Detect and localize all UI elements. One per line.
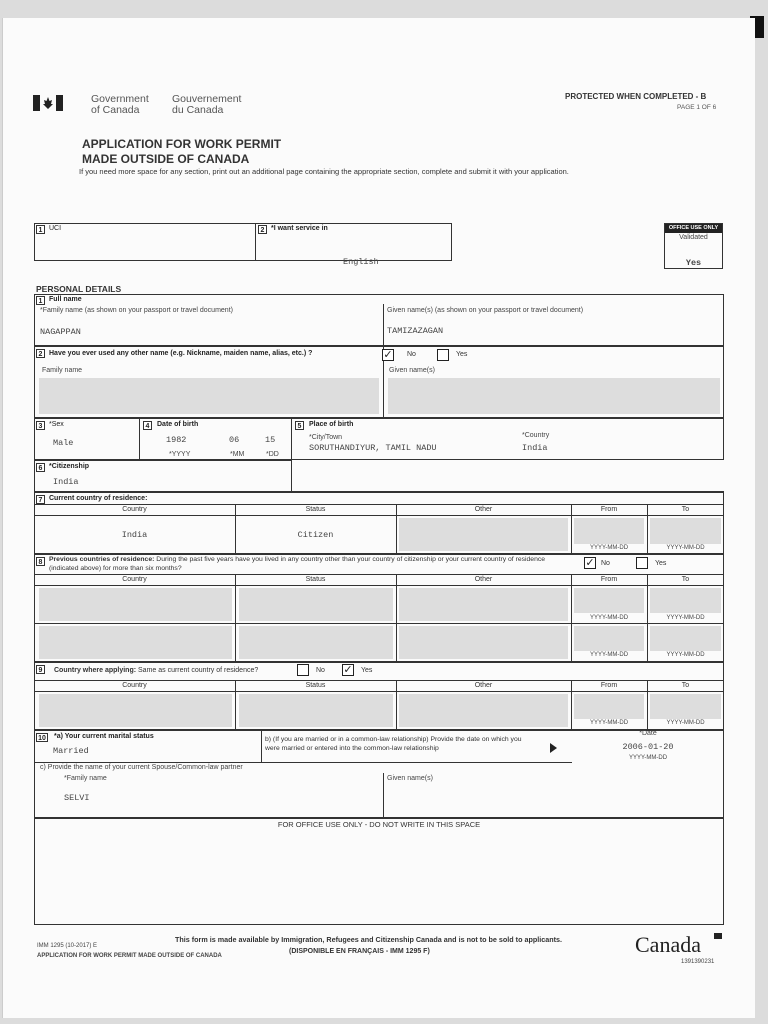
previous-no-label: No (601, 560, 610, 567)
residence-to-input[interactable] (650, 518, 721, 544)
marriage-date-question: b) (If you are married or in a common-law relationship) Provide the date on which you were married or entered into the common-law relationship (265, 736, 522, 752)
other-name-label: Have you ever used any other name (e.g. Nickname, maiden name, alias, etc.) ? (49, 350, 313, 357)
previous-row1-from-format: YYYY-MM-DD (589, 615, 629, 621)
footer-notice: This form is made available by Immigration, Refugees and Citizenship Canada and is not to be sold to applicants. (175, 935, 562, 944)
full-name-label: Full name (49, 296, 82, 303)
previous-row1-from[interactable] (574, 588, 644, 613)
dob-day-label: *DD (266, 451, 279, 458)
gov-fr (172, 94, 241, 116)
previous-number: 8 (36, 557, 45, 566)
applying-col-other: Other (474, 682, 493, 689)
residence-to-format: YYYY-MM-DD (666, 545, 705, 551)
section-personal-details: PERSONAL DETAILS (36, 284, 122, 294)
previous-no-checkbox[interactable]: ✓ (585, 557, 595, 569)
previous-col-from: From (600, 576, 618, 583)
uci-input[interactable] (47, 235, 253, 259)
pob-country-label: *Country (522, 432, 550, 439)
spouse-family-label: *Family name (64, 775, 107, 782)
previous-row2-to-format: YYYY-MM-DD (666, 652, 705, 658)
applying-status-input[interactable] (239, 694, 393, 727)
family-name-label: *Family name (as shown on your passport or travel document) (40, 307, 233, 314)
previous-question (49, 555, 569, 573)
applying-label-text: Same as current country of residence? (138, 667, 259, 674)
spouse-given-input[interactable] (387, 786, 719, 814)
residence-country-input[interactable]: India (121, 530, 148, 540)
full-name-number: 1 (36, 296, 45, 305)
other-family-label: Family name (42, 367, 83, 374)
residence-col-status: Status (305, 506, 326, 513)
marriage-date-input[interactable]: 2006-01-20 (622, 742, 674, 752)
residence-col-other: Other (474, 506, 493, 513)
marriage-date-format: YYYY-MM-DD (628, 755, 668, 761)
previous-row2-from-format: YYYY-MM-DD (589, 652, 629, 658)
applying-col-country: Country (122, 682, 147, 689)
dob-month[interactable]: 06 (229, 435, 240, 445)
other-name-no-checkbox[interactable]: ✓ (383, 349, 393, 361)
gov-fr-line1: Gouvernement (172, 93, 242, 105)
applying-label-bold: Country where applying: (54, 667, 137, 674)
full-name-box (34, 294, 724, 346)
previous-yes-checkbox[interactable] (636, 557, 648, 569)
dob-month-label: *MM (230, 451, 245, 458)
arrow-right-icon (550, 743, 557, 753)
previous-row2-from[interactable] (574, 626, 644, 651)
other-name-no-label: No (407, 351, 416, 358)
previous-row1-country[interactable] (39, 588, 232, 621)
previous-row2-status[interactable] (239, 626, 393, 659)
dob-number: 4 (143, 421, 152, 430)
previous-row2-country[interactable] (39, 626, 232, 659)
applying-from-input[interactable] (574, 694, 644, 719)
applying-to-format: YYYY-MM-DD (666, 720, 705, 726)
other-given-label: Given name(s) (389, 367, 435, 374)
citizenship-number: 6 (36, 463, 45, 472)
residence-from-input[interactable] (574, 518, 644, 544)
protected-label: PROTECTED WHEN COMPLETED - B (565, 92, 707, 101)
other-family-input[interactable] (39, 378, 379, 414)
previous-row1-to[interactable] (650, 588, 721, 613)
marital-status-input[interactable]: Married (53, 746, 89, 756)
gov-en-line2: of Canada (91, 104, 140, 116)
sex-input[interactable]: Male (53, 438, 74, 448)
gov-fr-line2: du Canada (172, 104, 224, 116)
sex-number: 3 (36, 421, 45, 430)
marriage-date-label: *Date (639, 730, 657, 737)
gov-en-line1: Government (91, 93, 149, 105)
applying-from-format: YYYY-MM-DD (589, 720, 629, 726)
marital-label: *a) Your current marital status (54, 733, 154, 740)
pob-number: 5 (295, 421, 304, 430)
previous-label-text: During the past five years have you lived in any country other than your country of citizenship or your current country of residence (indicated above) for more than six months? (49, 556, 546, 572)
residence-number: 7 (36, 495, 45, 504)
residence-col-to: To (681, 506, 690, 513)
gov-en (91, 94, 149, 116)
family-name-input[interactable]: NAGAPPAN (40, 327, 81, 337)
applying-col-status: Status (305, 682, 326, 689)
canada-wordmark: Canada (635, 932, 701, 957)
pob-country-input[interactable]: India (522, 443, 548, 453)
canada-flag-icon (33, 95, 63, 111)
applying-yes-label: Yes (361, 667, 373, 674)
given-name-label: Given name(s) (as shown on your passport or travel document) (387, 307, 584, 314)
validated-value: Yes (685, 258, 702, 268)
spouse-given-label: Given name(s) (387, 775, 433, 782)
uci-label: UCI (49, 225, 62, 232)
previous-row1-to-format: YYYY-MM-DD (666, 615, 705, 621)
previous-row2-other[interactable] (399, 626, 568, 659)
other-name-yes-label: Yes (456, 351, 468, 358)
office-space-box (34, 818, 724, 925)
validated-label: Validated (679, 234, 708, 241)
form-page (2, 18, 755, 1018)
previous-col-status: Status (305, 576, 326, 583)
applying-col-from: From (600, 682, 618, 689)
other-name-number: 2 (36, 349, 45, 358)
dob-label: Date of birth (157, 421, 199, 428)
applying-no-checkbox[interactable] (297, 664, 309, 676)
dob-year[interactable]: 1982 (166, 435, 187, 445)
dob-year-label: *YYYY (169, 451, 191, 458)
applying-country-input[interactable] (39, 694, 232, 727)
residence-col-country: Country (122, 506, 147, 513)
barcode-number: 1391390231 (681, 959, 715, 965)
wordmark-flag-icon (714, 933, 722, 939)
applying-col-to: To (681, 682, 690, 689)
office-use-label: OFFICE USE ONLY (665, 224, 722, 233)
spouse-label: c) Provide the name of your current Spouse/Common-law partner (40, 764, 243, 771)
marital-number: 10 (36, 733, 48, 742)
previous-yes-label: Yes (655, 560, 667, 567)
previous-col-other: Other (474, 576, 493, 583)
residence-label: Current country of residence: (49, 495, 148, 502)
applying-question (54, 667, 258, 674)
previous-col-country: Country (122, 576, 147, 583)
previous-row1-status[interactable] (239, 588, 393, 621)
previous-label-bold: Previous countries of residence: (49, 556, 155, 563)
instructions: If you need more space for any section, print out an additional page containing the appropriate section, complete and submit it with your application. (79, 167, 569, 176)
applying-to-input[interactable] (650, 694, 721, 719)
title-line1: APPLICATION FOR WORK PERMIT (82, 137, 282, 151)
q2-number: 2 (258, 225, 267, 234)
citizenship-label: *Citizenship (49, 463, 90, 470)
applying-other-input[interactable] (399, 694, 568, 727)
given-name-input[interactable]: TAMIZAZAGAN (387, 326, 444, 336)
previous-col-to: To (681, 576, 690, 583)
sex-dob-pob-box (34, 418, 724, 460)
residence-from-format: YYYY-MM-DD (589, 545, 629, 551)
previous-row1-other[interactable] (399, 588, 568, 621)
page-number: PAGE 1 OF 6 (677, 104, 717, 111)
pob-label: Place of birth (309, 421, 354, 428)
form-code: IMM 1295 (10-2017) E (37, 943, 98, 949)
residence-status-input[interactable]: Citizen (297, 530, 334, 540)
dob-day[interactable]: 15 (265, 435, 276, 445)
pob-city-label: *City/Town (309, 434, 343, 441)
form-title-footer: APPLICATION FOR WORK PERMIT MADE OUTSIDE OF CANADA (37, 953, 222, 959)
sex-label: *Sex (49, 421, 64, 428)
other-given-input[interactable] (388, 378, 720, 414)
residence-col-from: From (600, 506, 618, 513)
spouse-family-input[interactable]: SELVI (64, 793, 90, 803)
other-name-yes-checkbox[interactable] (437, 349, 449, 361)
previous-row2-to[interactable] (650, 626, 721, 651)
page-title (82, 137, 281, 167)
footer-french: (DISPONIBLE EN FRANÇAIS - IMM 1295 F) (289, 948, 430, 955)
title-line2: MADE OUTSIDE OF CANADA (82, 152, 250, 166)
service-value[interactable]: English (343, 257, 379, 267)
applying-number: 9 (36, 665, 45, 674)
q1-number: 1 (36, 225, 45, 234)
citizenship-input[interactable]: India (53, 477, 79, 487)
pob-city-input[interactable]: SORUTHANDIYUR, TAMIL NADU (309, 443, 437, 453)
office-space-label: FOR OFFICE USE ONLY - DO NOT WRITE IN THIS SPACE (277, 820, 481, 829)
applying-yes-checkbox[interactable]: ✓ (343, 664, 353, 676)
applying-no-label: No (316, 667, 325, 674)
residence-other-input[interactable] (399, 518, 568, 551)
service-label: *I want service in (271, 225, 328, 232)
